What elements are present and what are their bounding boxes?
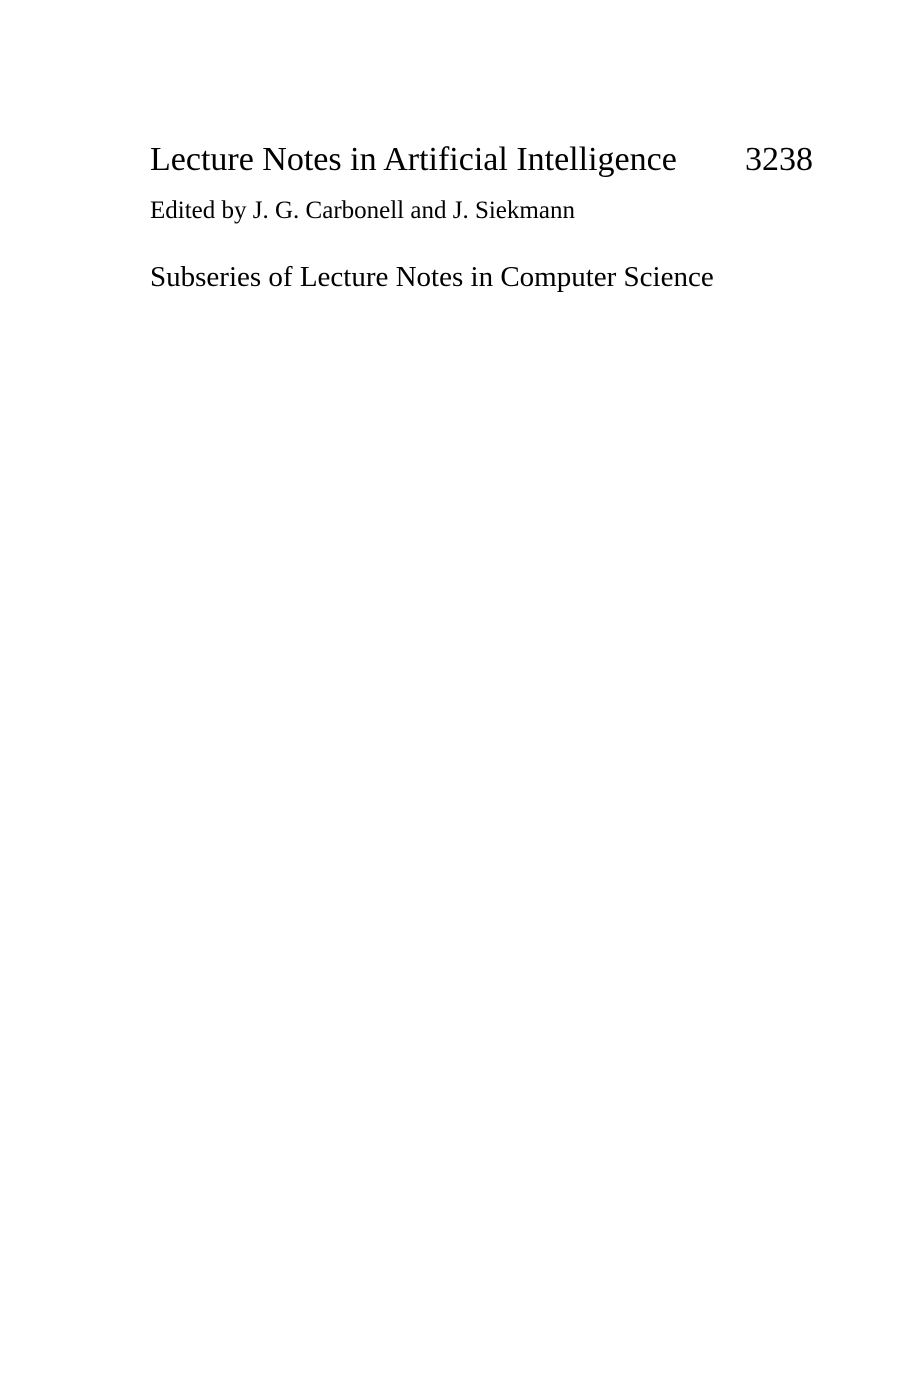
subseries-line: Subseries of Lecture Notes in Computer Science (150, 261, 714, 293)
edited-by-line: Edited by J. G. Carbonell and J. Siekmann (150, 197, 575, 224)
series-title-row (150, 143, 813, 177)
series-title: Lecture Notes in Artificial Intelligence (150, 141, 677, 178)
volume-number: 3238 (745, 141, 813, 178)
